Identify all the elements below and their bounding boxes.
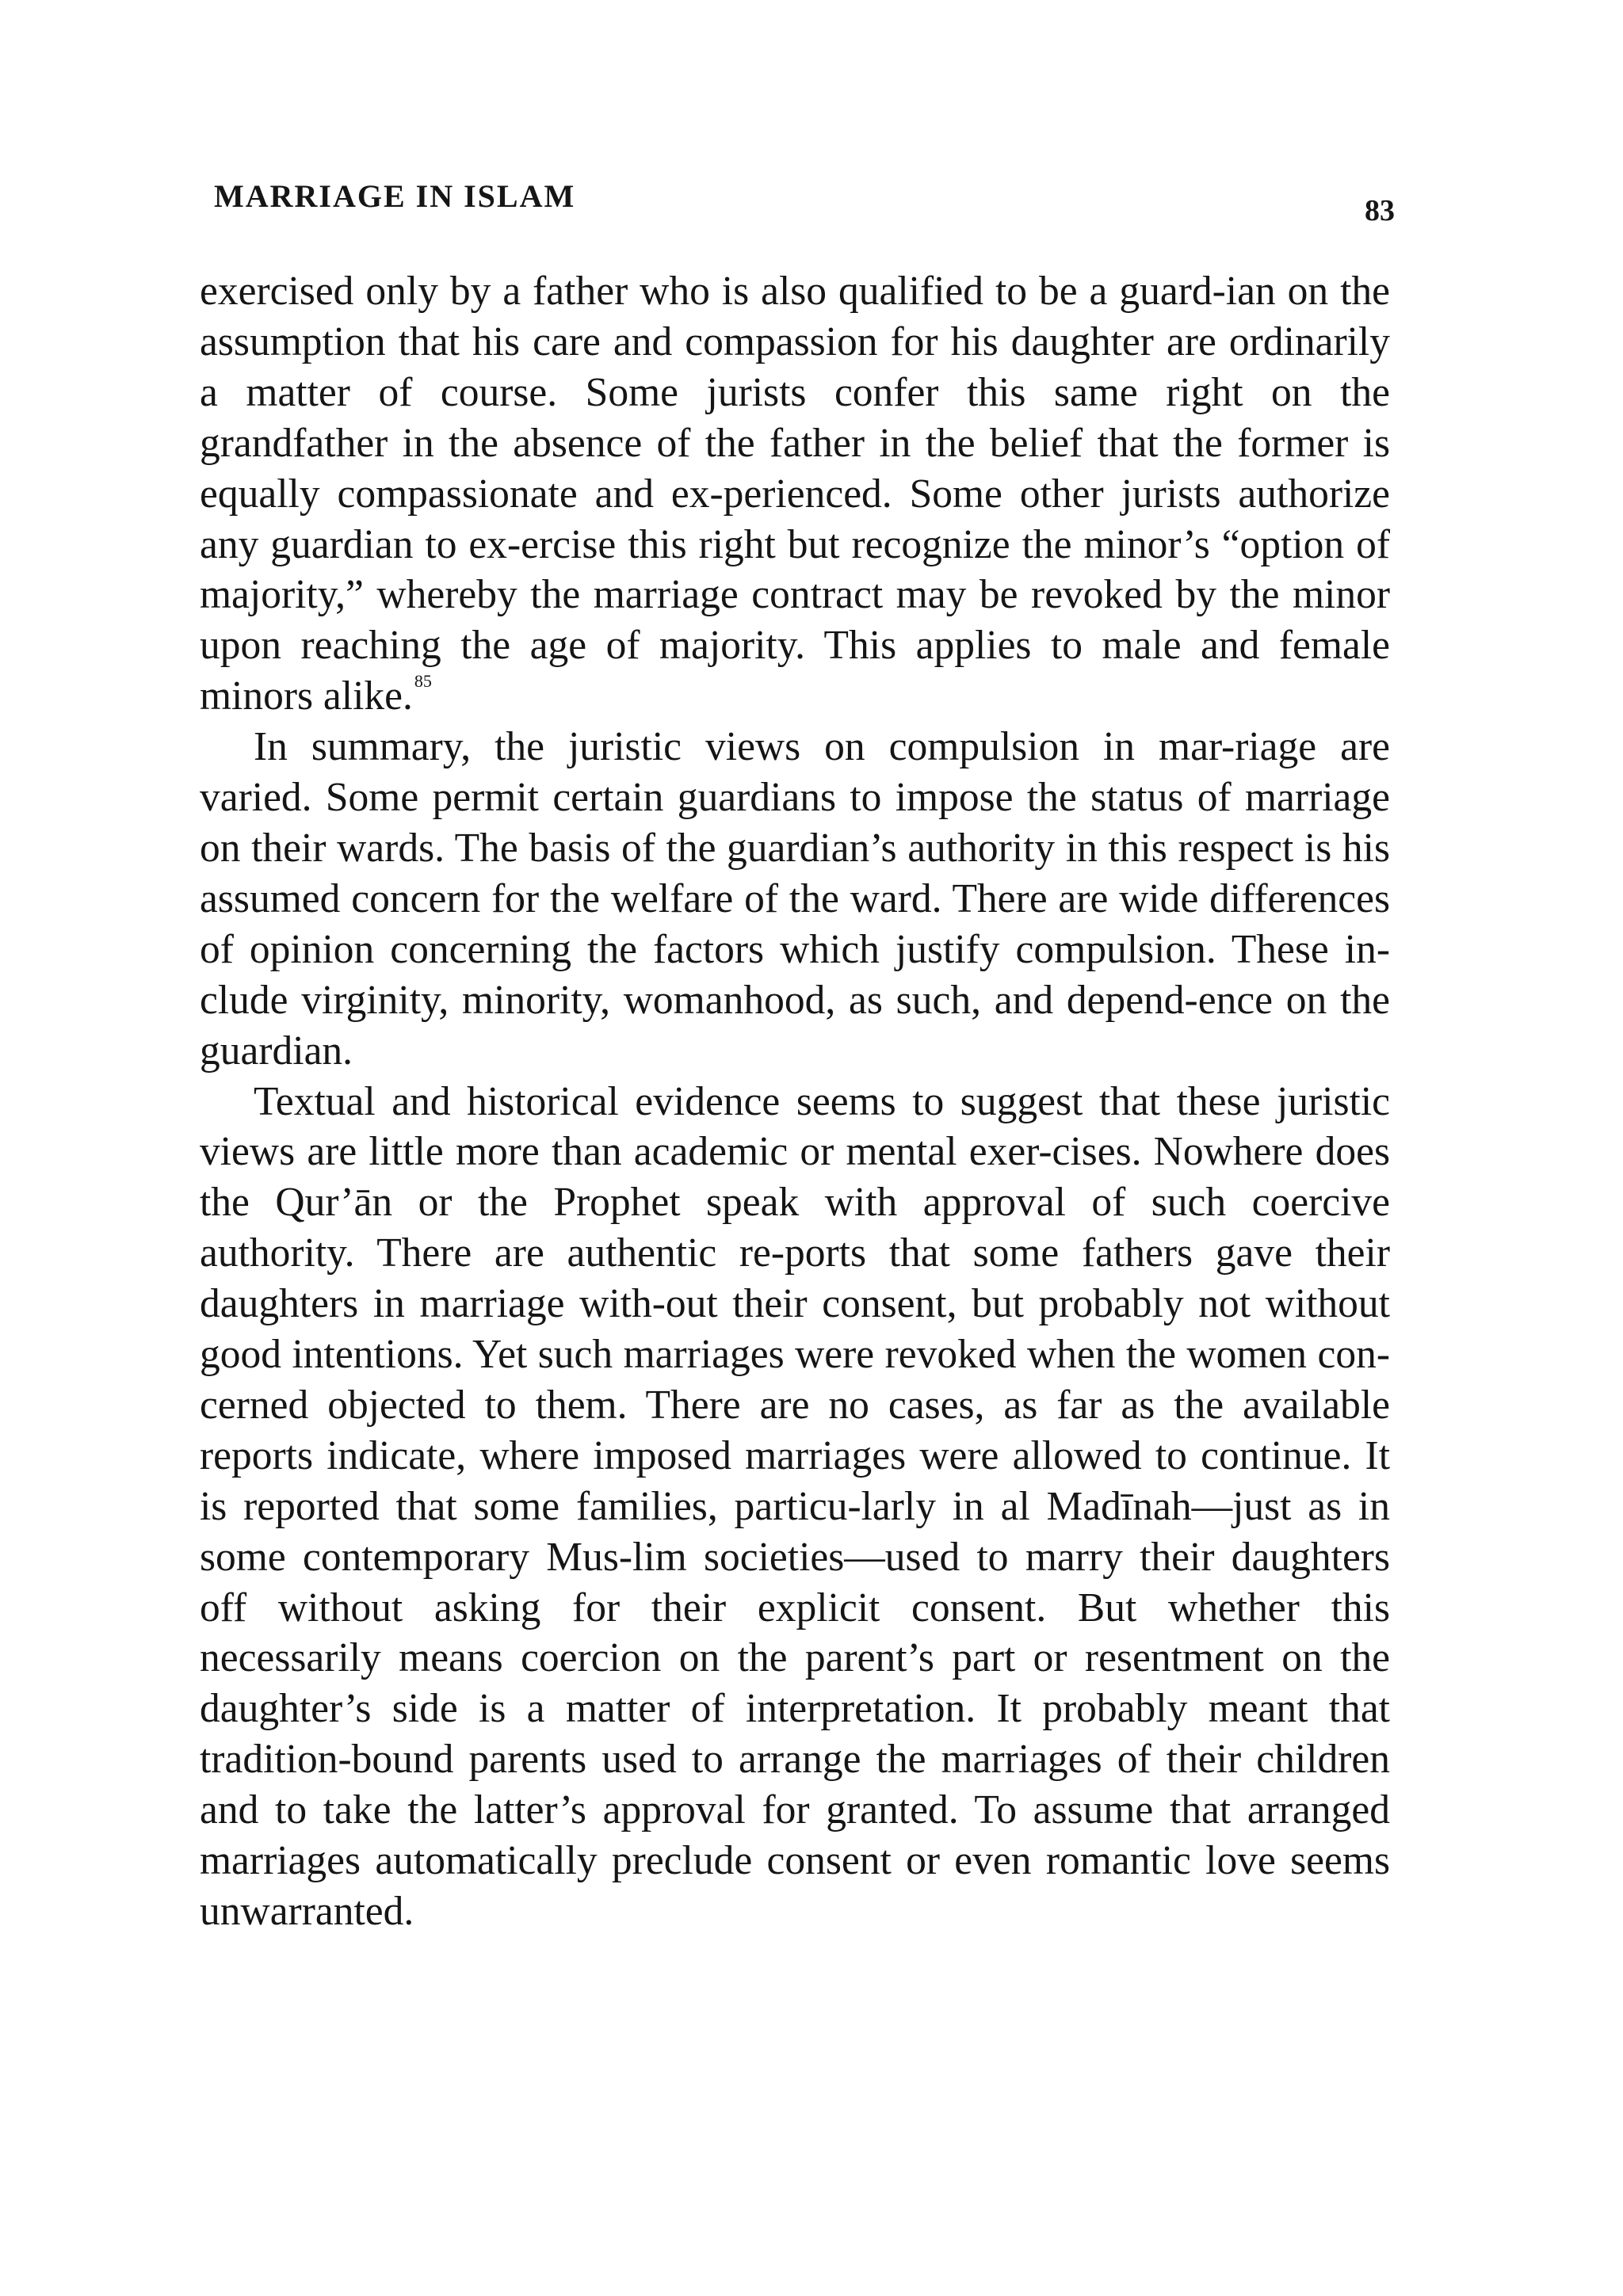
paragraph-2: In summary, the juristic views on compulsion in mar-riage are varied. Some permit certain guardians to impose the status of marriage on their wards. The basis of the guardian’s authority in this respect is his assumed concern for the welfare of the ward. There are wide differences of opinion concerning the factors which justify compulsion. These in-clude virginity, minority, womanhood, as such, and depend-ence on the guardian. <box>200 724 1390 1074</box>
page-number: 83 <box>1365 194 1395 227</box>
paragraph-1 <box>200 266 1390 722</box>
running-title: MARRIAGE IN ISLAM <box>214 178 576 214</box>
paragraph-3: Textual and historical evidence seems to suggest that these juristic views are little more than academic or mental exer-cises. Nowhere does the Qur’ān or the Prophet speak with approval of such coercive authority. There are authentic re-ports that some fathers gave their daughters in marriage with-out their consent, but probably not without good intentions. Yet such marriages were revoked when the women con-cerned objected to them. There are no cases, as far as the available reports indicate, where imposed marriages were allowed to continue. It is reported that some families, particu-larly in al Madīnah—just as in some contemporary Mus-lim societies—used to marry their daughters off without asking for their explicit consent. But whether this necessarily means coercion on the parent’s part or resentment on the daughter’s side is a matter of interpretation. It probably meant that tradition-bound parents used to arrange the marriages of their children and to take the latter’s approval for granted. To assume that arranged marriages automatically preclude consent or even romantic love seems unwarranted. <box>200 1078 1390 1934</box>
paragraph-1-text: exercised only by a father who is also qualified to be a guard-ian on the assumption that his care and compassion for his daughter are ordinarily a matter of course. Some jurists confer this same right on the grandfather in the absence of the father in the belief that the former is equally compassionate and ex-perienced. Some other jurists authorize any guardian to ex-ercise this right but recognize the minor’s “option of majority,” whereby the marriage contract may be revoked by the minor upon reaching the age of majority. This applies to male and female minors alike. <box>200 269 1390 719</box>
body-text <box>200 266 1390 1937</box>
footnote-marker: 85 <box>414 671 432 692</box>
running-head <box>214 177 1395 225</box>
